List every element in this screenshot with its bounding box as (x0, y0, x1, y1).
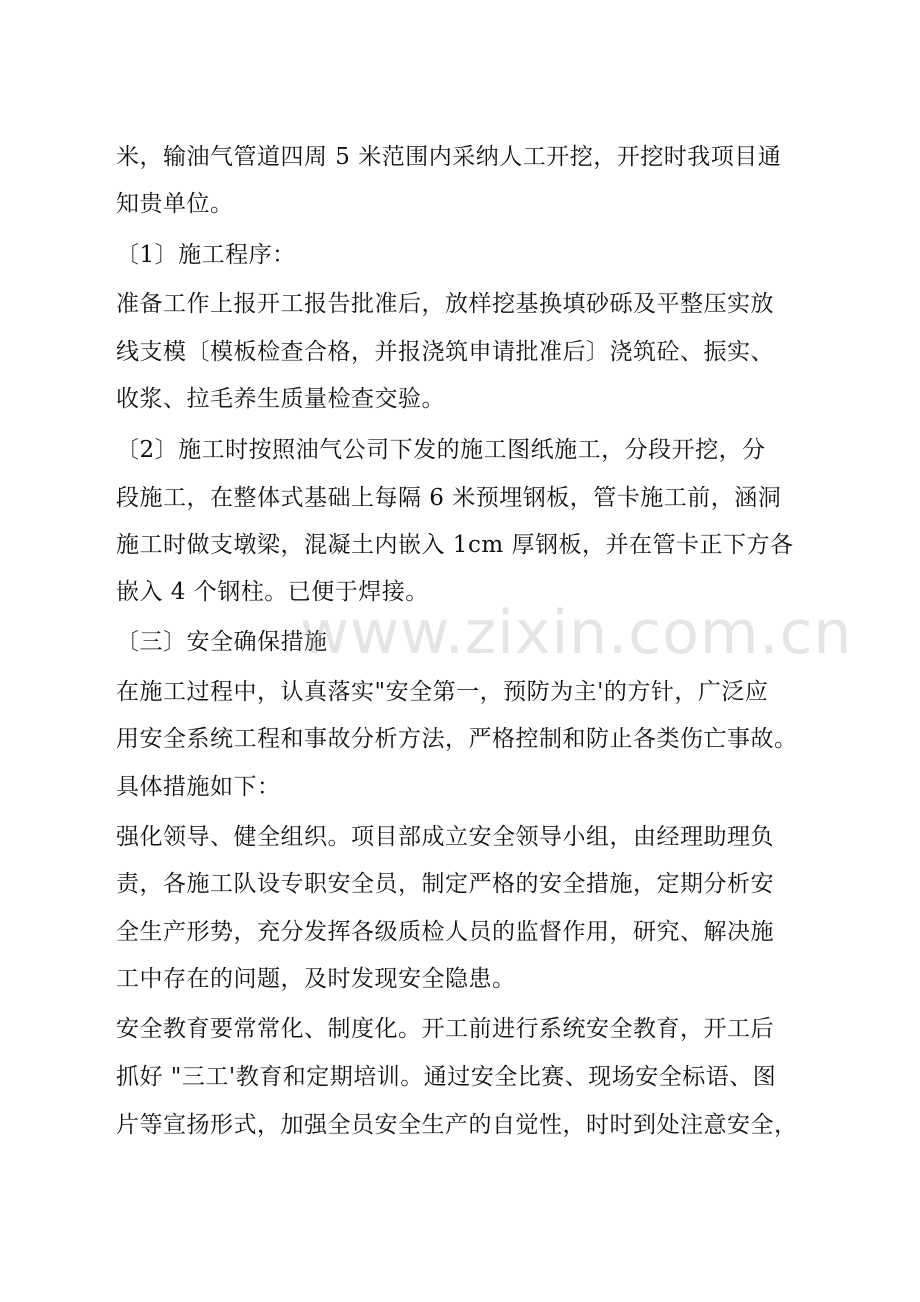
text-line: 线支模〔模板检查合格，并报浇筑申请批准后〕浇筑砼、振实、 (116, 339, 774, 365)
section-heading: 〔三〕安全确保措施 (116, 629, 328, 655)
text-line: 强化领导、健全组织。项目部成立安全领导小组，由经理助理负 (116, 824, 774, 850)
text-line: 嵌入 4 个钢柱。已便于焊接。 (116, 579, 429, 605)
text-line: 段施工，在整体式基础上每隔 6 米预埋钢板，管卡施工前，涵洞 (116, 485, 782, 511)
text-line: 工中存在的问题，及时发现安全隐患。 (116, 966, 516, 992)
text-line: 收浆、拉毛养生质量检查交验。 (116, 386, 445, 412)
text-line: 具体措施如下： (116, 774, 281, 800)
text-line: 责，各施工队设专职安全员，制定严格的安全措施，定期分析安 (116, 871, 774, 897)
text-line: 知贵单位。 (116, 191, 234, 217)
text-line: 〔1〕施工程序： (116, 242, 296, 268)
text-line: 片等宣扬形式，加强全员安全生产的自觉性，时时到处注意安全， (116, 1112, 798, 1138)
text-line: 在施工过程中，认真落实"安全第一，预防为主'的方针，广泛应 (116, 679, 769, 705)
watermark: www.zixin.com.cn (300, 598, 853, 668)
text-line: 安全教育要常常化、制度化。开工前进行系统安全教育，开工后 (116, 1016, 774, 1042)
text-line: 〔2〕施工时按照油气公司下发的施工图纸施工，分段开挖，分 (116, 437, 766, 463)
text-line: 抓好 "三工'教育和定期培训。通过安全比赛、现场安全标语、图 (116, 1064, 777, 1090)
text-line: 米，输油气管道四周 5 米范围内采纳人工开挖，开挖时我项目通 (116, 144, 782, 170)
text-line: 全生产形势，充分发挥各级质检人员的监督作用，研究、解决施 (116, 919, 774, 945)
text-line: 用安全系统工程和事故分析方法，严格控制和防止各类伤亡事故。 (116, 726, 798, 752)
text-line: 施工时做支墩梁，混凝土内嵌入 1cm 厚钢板，并在管卡正下方各 (116, 532, 794, 558)
text-line: 准备工作上报开工报告批准后，放样挖基换填砂砾及平整压实放 (116, 291, 774, 317)
